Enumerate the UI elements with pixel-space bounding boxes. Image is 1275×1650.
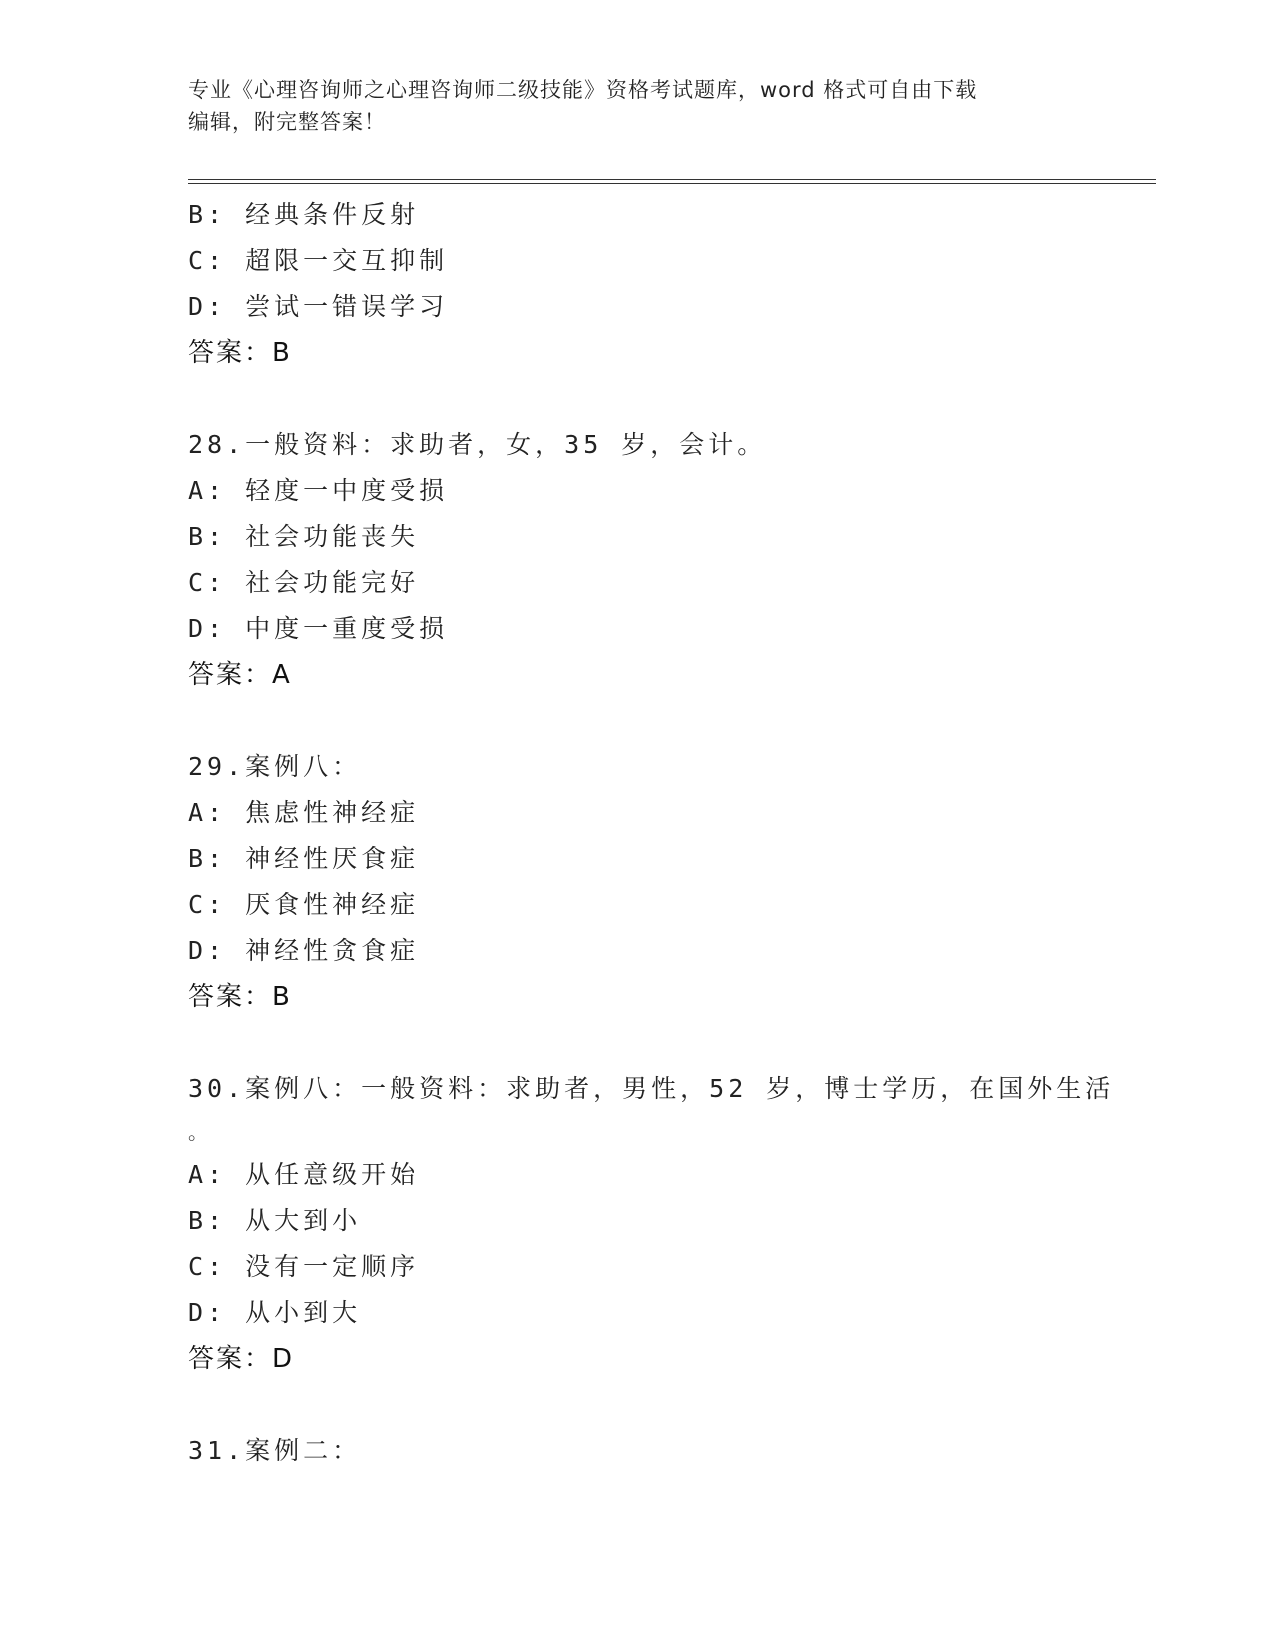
question-29 <box>188 744 1108 1020</box>
option-a: A: 焦虑性神经症 <box>188 798 420 827</box>
option-d: D: 中度一重度受损 <box>188 614 449 643</box>
option-b: B: 神经性厌食症 <box>188 844 420 873</box>
question-stem: 29.案例八： <box>188 752 362 781</box>
answer: 答案：B <box>188 982 292 1012</box>
option-d: D: 尝试一错误学习 <box>188 292 449 321</box>
answer: 答案：B <box>188 338 292 368</box>
option-c: C: 超限一交互抑制 <box>188 246 449 275</box>
option-a: A: 轻度一中度受损 <box>188 476 449 505</box>
question-28 <box>188 422 1108 698</box>
header-divider-bottom <box>188 183 1156 184</box>
header-divider-top <box>188 179 1156 180</box>
question-30 <box>188 1066 1115 1382</box>
option-b: B: 社会功能丧失 <box>188 522 420 551</box>
question-stem: 30.案例八：一般资料：求助者，男性，52 岁，博士学历，在国外生活 <box>188 1074 1115 1103</box>
answer: 答案：A <box>188 660 292 690</box>
spacer <box>188 1382 1108 1428</box>
question-carryover <box>188 192 1108 376</box>
question-stem-continuation: 。 <box>188 1120 208 1144</box>
header-line-1: 专业《心理咨询师之心理咨询师二级技能》资格考试题库，word 格式可自由下载 <box>188 78 978 102</box>
option-c: C: 厌食性神经症 <box>188 890 420 919</box>
answer: 答案：D <box>188 1344 295 1374</box>
question-stem: 28.一般资料：求助者，女，35 岁，会计。 <box>188 430 767 459</box>
option-b: B: 经典条件反射 <box>188 200 420 229</box>
question-list <box>188 192 1115 1474</box>
option-d: D: 神经性贪食症 <box>188 936 420 965</box>
option-b: B: 从大到小 <box>188 1206 362 1235</box>
spacer <box>188 1020 1108 1066</box>
option-c: C: 没有一定顺序 <box>188 1252 420 1281</box>
option-c: C: 社会功能完好 <box>188 568 420 597</box>
document-header <box>188 74 1088 138</box>
question-stem: 31.案例二： <box>188 1436 362 1465</box>
option-d: D: 从小到大 <box>188 1298 362 1327</box>
question-31 <box>188 1428 1108 1474</box>
spacer <box>188 698 1108 744</box>
spacer <box>188 376 1108 422</box>
header-line-2: 编辑，附完整答案！ <box>188 110 386 134</box>
option-a: A: 从任意级开始 <box>188 1160 420 1189</box>
